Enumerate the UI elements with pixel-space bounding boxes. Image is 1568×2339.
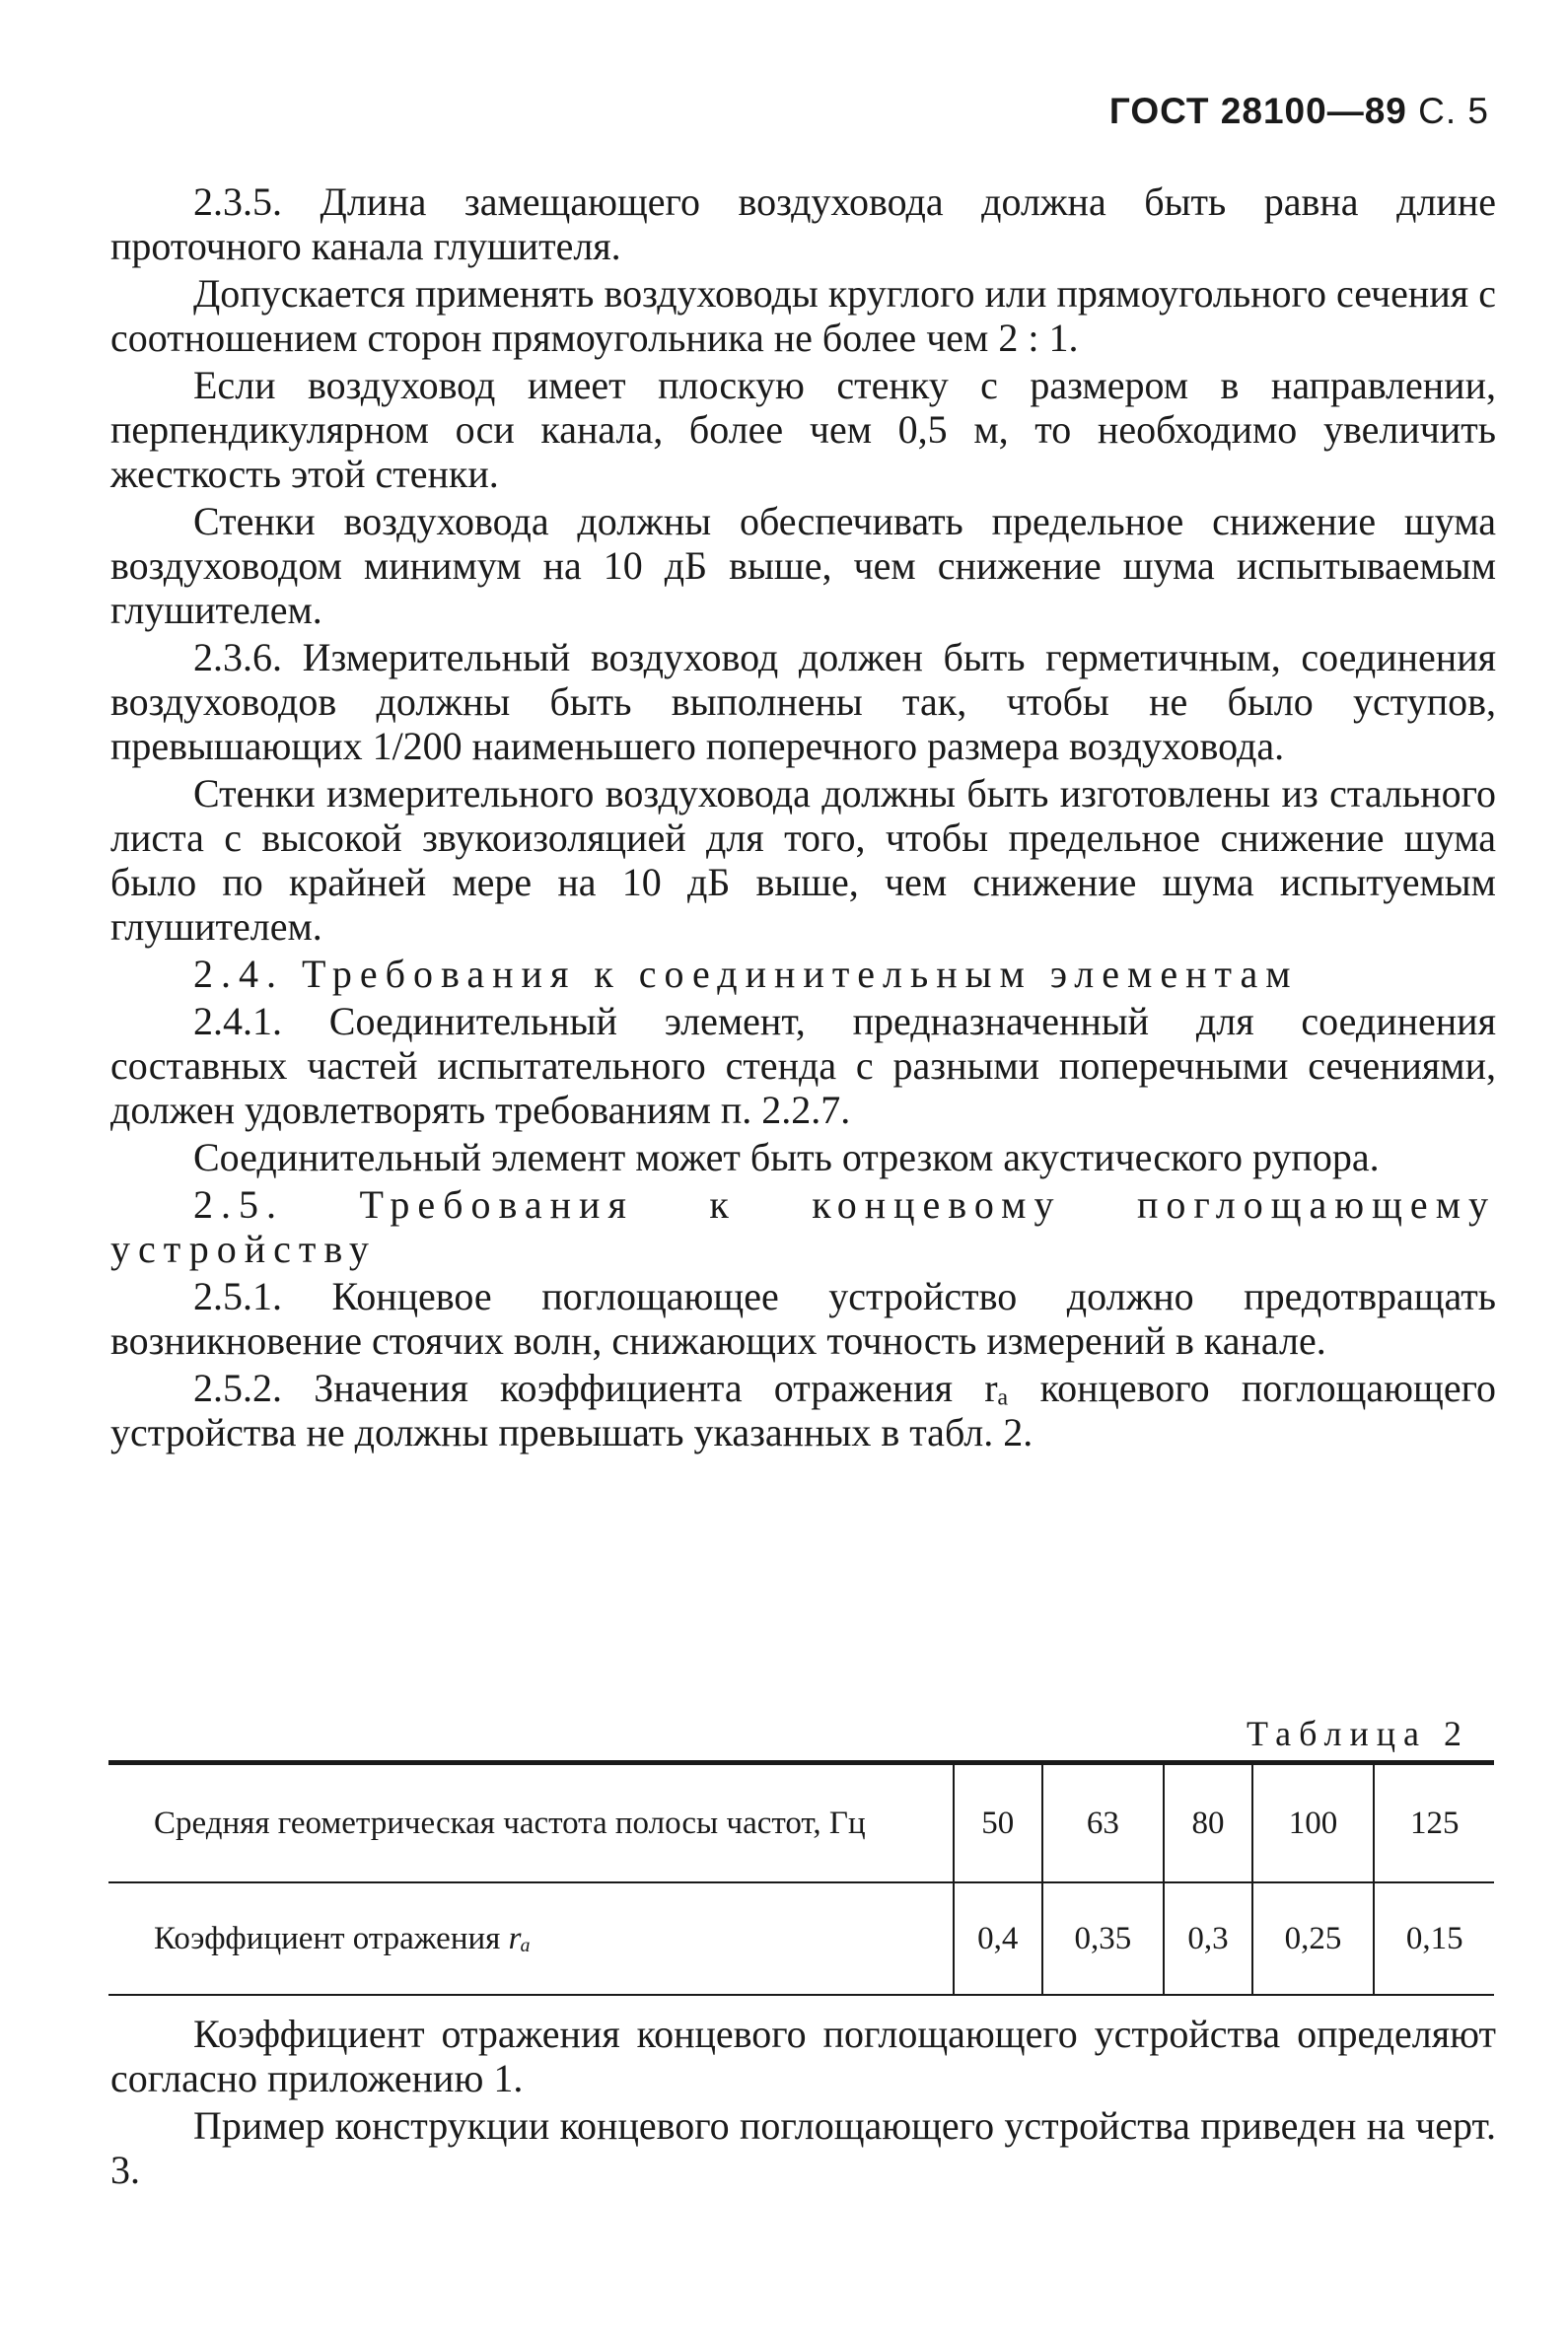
table-cell: 63 — [1042, 1763, 1165, 1883]
paragraph-flat-wall: Если воздуховод имеет плоскую стенку с размером в направлении, перпендикулярном оси канала, более чем 0,5 м, то необходимо увеличить жесткость этой стенки. — [110, 363, 1496, 496]
table-row-label: Средняя геометрическая частота полосы частот, Гц — [154, 1806, 866, 1841]
paragraph-example: Пример конструкции концевого поглощающего устройства приведен на черт. 3. — [110, 2103, 1496, 2192]
paragraph-reflection-method: Коэффициент отражения концевого поглощающего устройства определяют согласно приложению 1. — [110, 2012, 1496, 2100]
paragraph-duct-walls: Стенки воздуховода должны обеспечивать предельное снижение шума воздуховодом минимум на 10 дБ выше, чем снижение шума испытываемым глушителем. — [110, 499, 1496, 632]
table-cell: 100 — [1252, 1763, 1375, 1883]
row-label-text: Коэффициент отражения — [154, 1921, 501, 1956]
reflection-coefficient-table — [108, 1760, 1494, 1996]
paragraph-connecting-element: Соединительный элемент может быть отрезком акустического рупора. — [193, 1135, 1380, 1179]
paragraph-2-4-1: 2.4.1. Соединительный элемент, предназначенный для соединения составных частей испытательного стенда с разными поперечными сечениями, должен удовлетворять требованиям п. 2.2.7. — [110, 999, 1496, 1132]
section-heading-2-5: 2.5. Требования к концевому поглощающему устройству — [110, 1182, 1496, 1271]
paragraph-2-3-6: 2.3.6. Измерительный воздуховод должен быть герметичным, соединения воздуховодов должны быть выполнены так, чтобы не было уступов, превышающих 1/200 наименьшего поперечного размера воздуховода. — [110, 635, 1496, 768]
table-row-frequency — [108, 1763, 1494, 1883]
closing-text — [110, 2012, 1496, 2195]
table-cell: 0,25 — [1252, 1882, 1375, 1995]
table-row-reflection — [108, 1882, 1494, 1995]
page-header — [1109, 91, 1489, 132]
paragraph-2-5-1: 2.5.1. Концевое поглощающее устройство должно предотвращать возникновение стоячих волн, снижающих точность измерений в канале. — [110, 1274, 1496, 1363]
section-heading-2-4: 2.4. Требования к соединительным элементам — [193, 952, 1299, 996]
table-cell: 50 — [954, 1763, 1042, 1883]
table-cell: 0,4 — [954, 1882, 1042, 1995]
paragraph-2-3-5: 2.3.5. Длина замещающего воздуховода должна быть равна длине проточного канала глушителя. — [110, 179, 1496, 268]
table-cell: 0,35 — [1042, 1882, 1165, 1995]
page-number: С. 5 — [1418, 91, 1489, 131]
table-row-label — [108, 1882, 954, 1995]
table-caption: Таблица 2 — [1247, 1714, 1469, 1753]
body-text — [110, 179, 1496, 1457]
reflection-symbol: rₐ — [508, 1921, 532, 1956]
table-cell: 0,15 — [1374, 1882, 1494, 1995]
paragraph-2-5-2: 2.5.2. Значения коэффициента отражения rₐ концевого поглощающего устройства не должны превышать указанных в табл. 2. — [110, 1366, 1496, 1454]
paragraph-measuring-duct-walls: Стенки измерительного воздуховода должны быть изготовлены из стального листа с высокой звукоизоляцией для того, чтобы предельное снижение шума было по крайней мере на 10 дБ выше, чем снижение шума испытуемым глушителем. — [110, 771, 1496, 949]
standard-number: ГОСТ 28100—89 — [1108, 91, 1407, 131]
table-cell: 0,3 — [1164, 1882, 1252, 1995]
table-cell: 80 — [1164, 1763, 1252, 1883]
table-cell: 125 — [1374, 1763, 1494, 1883]
paragraph-duct-shapes: Допускается применять воздуховоды круглого или прямоугольного сечения с соотношением сторон прямоугольника не более чем 2 : 1. — [110, 271, 1496, 360]
